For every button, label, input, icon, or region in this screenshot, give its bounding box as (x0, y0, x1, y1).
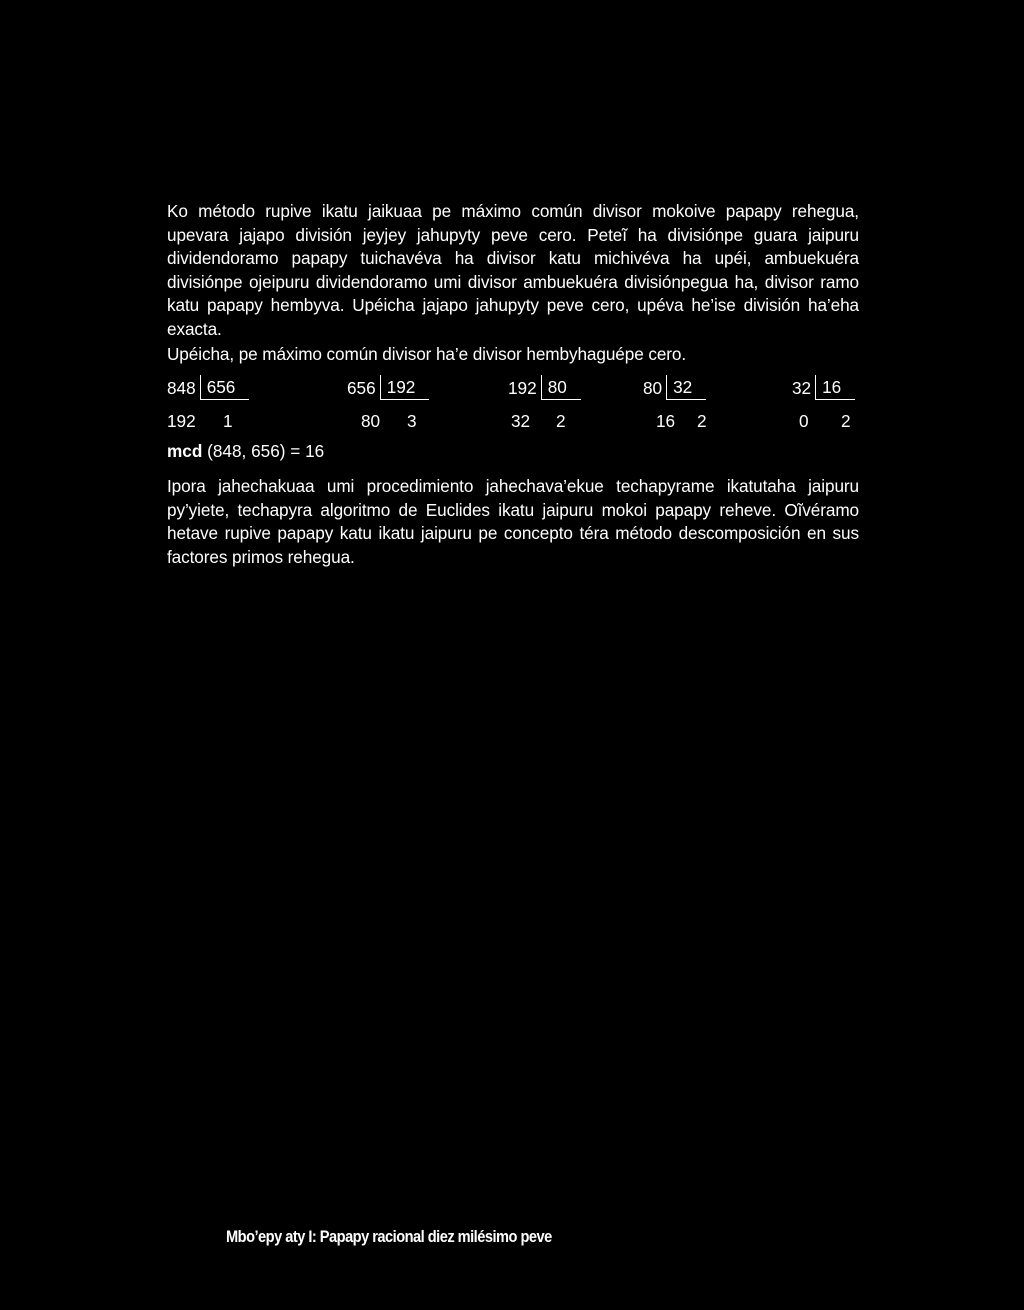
dividend: 848 (167, 378, 196, 398)
dividend: 80 (643, 378, 663, 398)
quotient: 2 (697, 411, 707, 431)
division-step (792, 375, 855, 401)
division-steps (167, 375, 859, 405)
division-result (656, 408, 707, 434)
closing-paragraph (167, 475, 859, 569)
dividend: 192 (508, 378, 537, 398)
dividend: 656 (347, 378, 376, 398)
page-footer: Mbo’epy aty I: Papapy racional diez milésimo peve (226, 1227, 552, 1246)
division-result (511, 408, 566, 434)
quotient: 2 (841, 411, 851, 431)
paragraph-text: Ipora jahechakuaa umi procedimiento jahechava’ekue techapyrame ikatutaha jaipuru py’yiete, techapyra algoritmo de Euclides ikatu jaipuru mokoi papapy reheve. Oĩvéramo hetave rupive papapy katu ikatu jaipuru pe concepto téra método descomposición en sus factores primos rehegua. (167, 476, 859, 567)
explanation-paragraph (167, 200, 859, 342)
division-step (347, 375, 429, 401)
mcd-label: mcd (167, 441, 203, 461)
division-result (361, 408, 417, 434)
remainder: 192 (167, 411, 196, 431)
divisor: 192 (380, 375, 430, 400)
paragraph-text: Ko método rupive ikatu jaikuaa pe máximo común divisor mokoive papapy rehegua, upevara jajapo división jeyjey jahupyty peve cero. Peteĩ ha divisiónpe guara jaipuru dividendoramo papapy tuichavéva ha divisor katu michivéva ha upéi, ambuekuéra divisiónpe ojeipuru dividendoramo umi divisor ambuekuéra divisiónpegua ha, divisor ramo katu papapy hembyva. Upéicha jajapo jahupyty peve cero, upéva he’ise división ha’eha exacta. (167, 201, 859, 339)
divisor: 80 (541, 375, 581, 400)
divisor: 32 (666, 375, 706, 400)
quotient: 1 (223, 411, 233, 431)
mcd-result (167, 439, 324, 463)
conclusion-paragraph (167, 343, 859, 367)
division-step (508, 375, 581, 401)
division-step (167, 375, 249, 401)
divisor: 656 (200, 375, 250, 400)
quotient: 3 (407, 411, 417, 431)
mcd-expression: (848, 656) = 16 (207, 441, 325, 461)
dividend: 32 (792, 378, 812, 398)
remainder: 16 (656, 411, 676, 431)
division-result (799, 408, 851, 434)
division-results (167, 408, 859, 434)
division-step (643, 375, 706, 401)
remainder: 80 (361, 411, 381, 431)
divisor: 16 (815, 375, 855, 400)
quotient: 2 (556, 411, 566, 431)
paragraph-text: Upéicha, pe máximo común divisor ha’e divisor hembyhaguépe cero. (167, 344, 687, 364)
remainder: 0 (799, 411, 809, 431)
division-result (167, 408, 233, 434)
remainder: 32 (511, 411, 531, 431)
